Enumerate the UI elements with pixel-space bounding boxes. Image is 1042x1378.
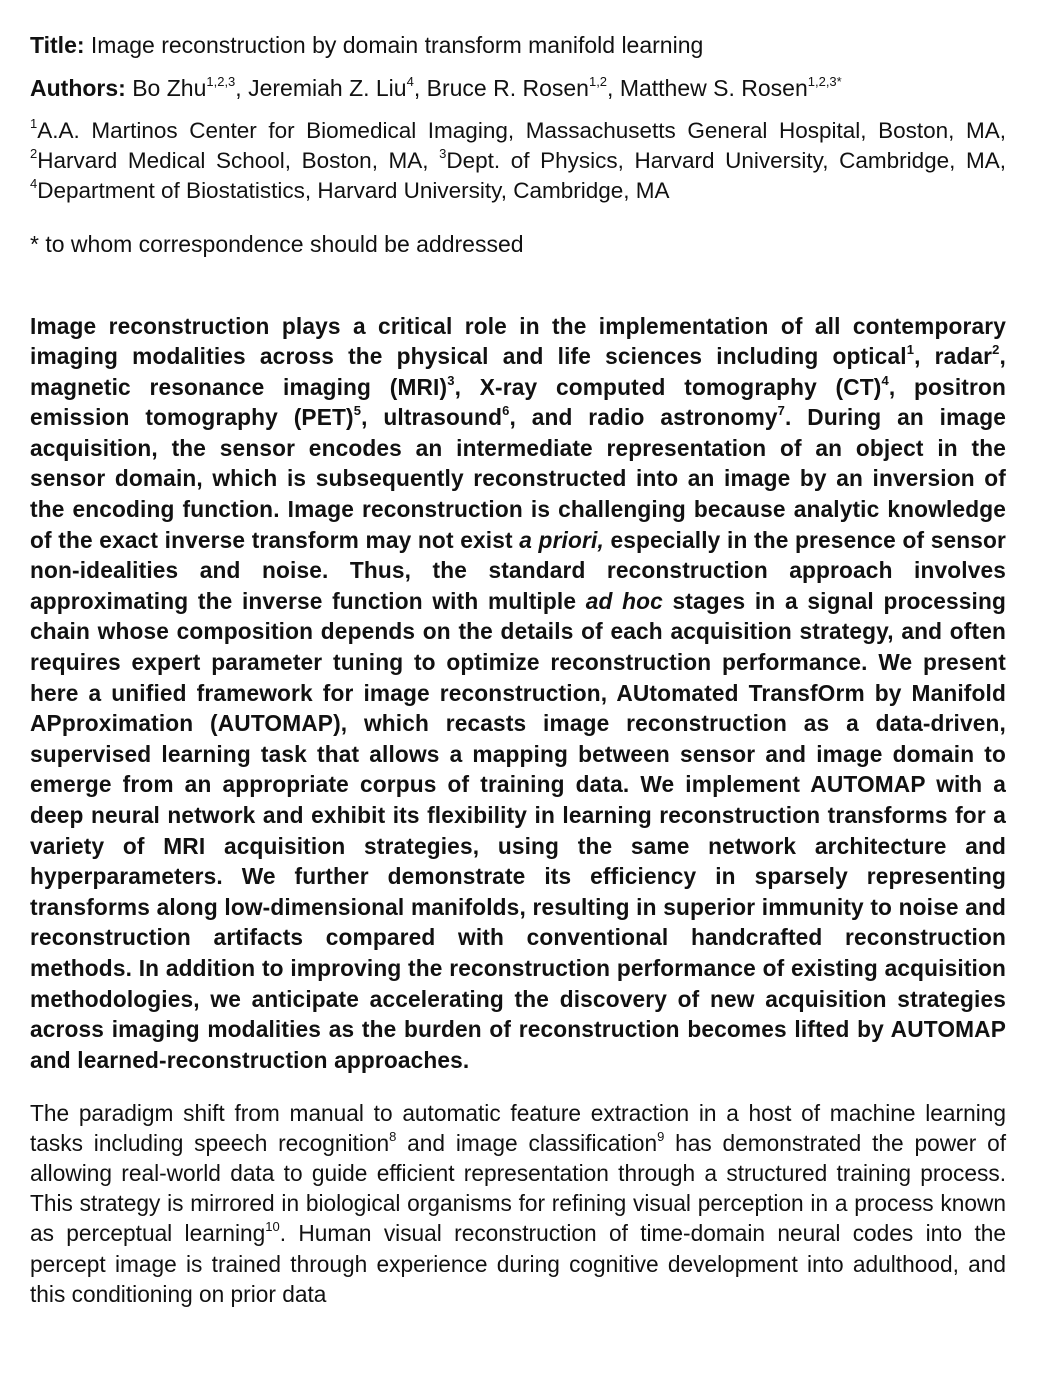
authors-line — [30, 73, 1006, 103]
citation-marker: 10 — [265, 1219, 280, 1235]
paper-title: Image reconstruction by domain transform manifold learning — [84, 32, 704, 58]
body-text: The paradigm shift from manual to automatic feature extraction in a host of machine learning tasks including speech recognition — [30, 1100, 1006, 1157]
affiliation-marker: 1 — [30, 116, 38, 131]
author-separator: , — [235, 75, 249, 101]
body-text: . Human visual reconstruction of time-domain neural codes into the percept image is trained through experience during cognitive development into adulthood, and this conditioning on prior data — [30, 1220, 1007, 1307]
abstract-text: . During an image acquisition, the sensor encodes an intermediate representation of an object in the sensor domain, which is subsequently reconstructed into an image by an inversion of the encoding function. Image reconstruction is challenging because analytic knowledge of the exact inverse transform may not exist — [30, 404, 1006, 553]
abstract-text: stages in a signal processing chain whose composition depends on the details of each acquisition strategy, and often requires expert parameter tuning to optimize reconstruction performance. We present here a unified framework for image reconstruction, AUtomated TransfOrm by Manifold APproximation (AUTOMAP), which recasts image reconstruction as a data-driven, supervised learning task that allows a mapping between sensor and image domain to emerge from an appropriate corpus of training data. We implement AUTOMAP with a deep neural network and exhibit its flexibility in learning reconstruction transforms for a variety of MRI acquisition strategies, using the same network architecture and hyperparameters. We further demonstrate its efficiency in sparsely representing transforms along low-dimensional manifolds, resulting in superior immunity to noise and reconstruction artifacts compared with conventional handcrafted reconstruction methods. In addition to improving the reconstruction performance of existing acquisition methodologies, we anticipate accelerating the discovery of new acquisition strategies across imaging modalities as the burden of reconstruction becomes lifted by AUTOMAP and learned-reconstruction approaches. — [30, 587, 1006, 1073]
authors-label: Authors: — [30, 75, 126, 101]
citation-marker: 3 — [447, 372, 455, 388]
abstract-text: , magnetic resonance imaging (MRI) — [30, 343, 1006, 400]
citation-marker: 7 — [777, 403, 786, 419]
citation-marker: 8 — [389, 1129, 397, 1145]
author-separator: , — [607, 75, 620, 101]
author-name: Jeremiah Z. Liu — [248, 75, 407, 101]
affiliation-text: A.A. Martinos Center for Biomedical Imaging, Massachusetts General Hospital, Boston, MA, — [37, 118, 1006, 143]
author-affiliation-marker: 4 — [406, 74, 414, 89]
citation-marker: 9 — [657, 1129, 665, 1145]
abstract-text: , positron emission tomography (PET) — [30, 373, 1006, 431]
abstract-text: , X-ray computed tomography (CT) — [454, 373, 882, 400]
author-affiliation-marker: 1,2 — [588, 74, 608, 89]
author-name: Bo Zhu — [132, 75, 207, 101]
affiliation-marker: 3 — [439, 146, 447, 161]
author-name: Bruce R. Rosen — [426, 75, 589, 101]
affiliations — [30, 116, 1006, 206]
abstract-text: especially in the presence of sensor non-idealities and noise. Thus, the standard reconstruction approach involves approximating the inverse function with multiple — [30, 526, 1007, 614]
affiliation-text: Dept. of Physics, Harvard University, Cambridge, MA, — [446, 148, 1006, 173]
author-name: Matthew S. Rosen — [619, 75, 808, 101]
citation-marker: 1 — [906, 342, 915, 358]
correspondence-note: * to whom correspondence should be addressed — [30, 230, 524, 257]
affiliation-marker: 2 — [30, 146, 38, 161]
citation-marker: 2 — [992, 342, 1000, 358]
body-text: and image classification — [396, 1130, 658, 1157]
author-separator: , — [413, 75, 427, 101]
affiliation-marker: 4 — [30, 176, 38, 191]
abstract-text: Image reconstruction plays a critical role in the implementation of all contemporary imaging modalities across the physical and life sciences including optical — [30, 312, 1006, 370]
affiliation-text: Department of Biostatistics, Harvard University, Cambridge, MA — [37, 178, 670, 203]
abstract — [30, 311, 1006, 1076]
body-paragraph — [30, 1098, 1006, 1309]
title-line — [30, 30, 1006, 60]
author-affiliation-marker: 1,2,3 — [206, 74, 236, 89]
citation-marker: 5 — [353, 403, 362, 419]
author-affiliation-marker: 1,2,3* — [807, 74, 842, 89]
abstract-emphasis: a priori, — [519, 526, 604, 553]
abstract-text: , and radio astronomy — [509, 404, 778, 431]
abstract-text: , ultrasound — [361, 404, 503, 431]
abstract-text: , radar — [914, 343, 993, 370]
abstract-emphasis: ad hoc — [585, 587, 663, 614]
affiliation-text: Harvard Medical School, Boston, MA, — [37, 148, 440, 173]
title-label: Title: — [30, 32, 85, 58]
citation-marker: 6 — [502, 403, 510, 419]
body-text: has demonstrated the power of allowing real-world data to guide efficient representation through a structured training process. This strategy is mirrored in biological organisms for refining visual perception in a process known as perceptual learning — [30, 1130, 1006, 1247]
citation-marker: 4 — [881, 372, 889, 388]
